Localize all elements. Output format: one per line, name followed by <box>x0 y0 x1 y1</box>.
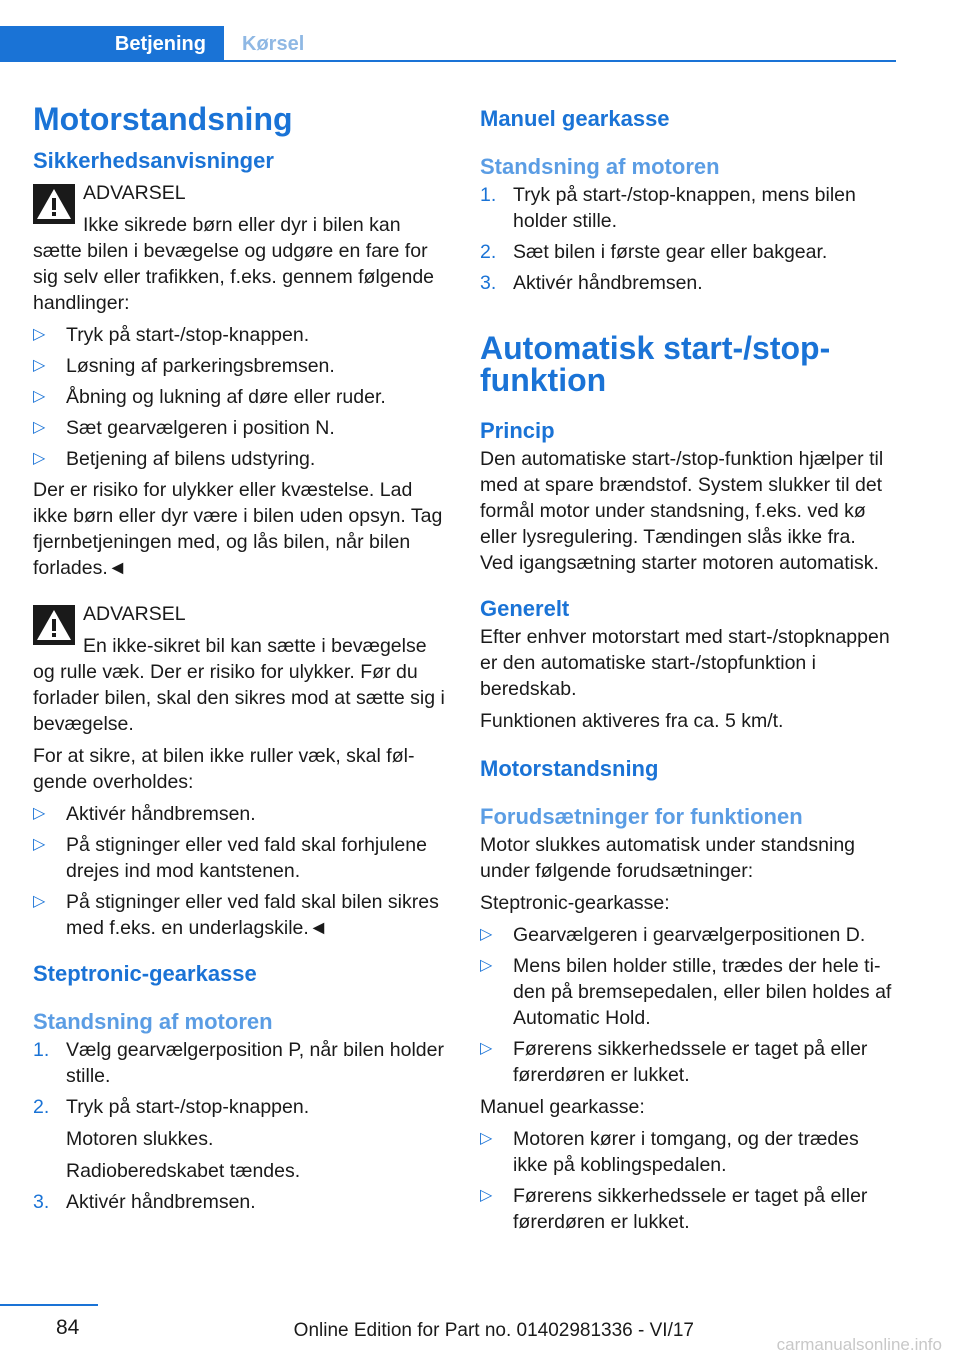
triangle-bullet-icon: ▷ <box>33 326 46 343</box>
triangle-bullet-icon: ▷ <box>33 357 46 374</box>
list-item: ▷ Åbning og lukning af døre eller ruder. <box>33 386 386 408</box>
triangle-bullet-icon: ▷ <box>480 1130 493 1147</box>
manual-conditions-list <box>480 1126 894 1235</box>
principle-text: Den automatiske start-/stop-funktion hjælper til med at spare brændstof. System slukker til det formål motor under standsning, f.eks. ved kø eller lysregulering. Tændingen slås ikke fra. Ved igangsætning starter motoren automatisk. <box>480 448 884 574</box>
steptronic-heading: Steptronic-gearkasse <box>33 961 257 986</box>
safety-heading: Sikkerhedsanvisninger <box>33 148 274 173</box>
warning-actions-list <box>33 322 447 472</box>
triangle-bullet-icon: ▷ <box>33 893 46 910</box>
warning-conclusion: Der er risiko for ulykker eller kvæstelse. Lad ikke børn eller dyr være i bilen uden opsyn. Tag fjernbetjeningen med, og lås bilen, når bilen forlades.◄ <box>33 479 443 579</box>
list-item: ▷ På stigninger eller ved fald skal bilen sikres med f.eks. en underlagskile.◄ <box>33 891 439 939</box>
tab-betjening[interactable]: Betjening <box>0 26 224 62</box>
warning-text: En ikke-sikret bil kan sætte i bevægelse og rulle væk. Der er risiko for ulykker. Før du forlader bilen, skal den sikres mod at sætte sig i bevægelse. <box>33 635 445 735</box>
triangle-bullet-icon: ▷ <box>33 388 46 405</box>
warning-triangle-icon <box>33 184 75 224</box>
list-item: 1. Vælg gearvælgerposition P, når bilen holder stille. <box>33 1039 444 1087</box>
list-item: ▷ Gearvælgeren i gearvælgerpositionen D. <box>480 924 866 946</box>
triangle-bullet-icon: ▷ <box>33 805 46 822</box>
list-item: ▷ Førerens sikkerhedssele er taget på eller førerdøren er lukket. <box>480 1185 868 1233</box>
principle-heading: Princip <box>480 418 555 443</box>
warning-title: ADVARSEL <box>83 603 186 625</box>
list-item: ▷ Mens bilen holder stille, trædes der hele tiden på bremsepedalen, eller bilen holdes af Automatic Hold. <box>480 955 892 1029</box>
stop-engine-heading: Standsning af motoren <box>480 154 720 179</box>
list-item: ▷ På stigninger eller ved fald skal forhjulene drejes ind mod kantstenen. <box>33 834 427 882</box>
conditions-heading: Forudsætninger for funktionen <box>480 804 803 829</box>
manual-steps <box>480 182 894 296</box>
list-item: 3. Aktivér håndbremsen. <box>33 1191 256 1213</box>
left-column <box>33 96 447 1215</box>
step-note: Radioberedskabet tændes. <box>66 1160 301 1182</box>
triangle-bullet-icon: ▷ <box>480 1187 493 1204</box>
warning-text: Ikke sikrede børn eller dyr i bilen kan sætte bilen i bevægelse og udgøre en fare for sig selv eller trafikken, f.eks. gennem følgende handlinger: <box>33 214 435 314</box>
steptronic-label: Steptronic-gearkasse: <box>480 892 670 914</box>
general-text: Efter enhver motorstart med start-/stopknappen er den automatiske start-/stopfunktion i beredskab. <box>480 626 890 700</box>
list-item: 2. Sæt bilen i første gear eller bakgear. <box>480 241 828 263</box>
list-item: ▷ Løsning af parkeringsbremsen. <box>33 355 335 377</box>
warning-triangle-icon <box>33 605 75 645</box>
secure-list <box>33 801 447 941</box>
triangle-bullet-icon: ▷ <box>33 450 46 467</box>
tab-korsel[interactable]: Kørsel <box>242 32 305 55</box>
warning-block-1 <box>33 180 447 316</box>
page-number: 84 <box>56 1316 80 1339</box>
auto-start-stop-heading: Automatisk start-/stop-funktion <box>480 330 831 398</box>
page-title: Motorstandsning <box>33 101 293 137</box>
manual-gearbox-heading: Manuel gearkasse <box>480 106 670 131</box>
list-item: 3. Aktivér håndbremsen. <box>480 272 703 294</box>
header-rule <box>224 60 896 62</box>
list-item: ▷ Aktivér håndbremsen. <box>33 803 256 825</box>
warning-block-2 <box>33 601 447 737</box>
top-navigation <box>0 0 960 62</box>
list-item: ▷ Betjening af bilens udstyring. <box>33 448 316 470</box>
steptronic-conditions-list <box>480 922 894 1088</box>
warning-title: ADVARSEL <box>83 182 186 204</box>
step-note: Motoren slukkes. <box>66 1128 214 1150</box>
triangle-bullet-icon: ▷ <box>33 419 46 436</box>
manual-label: Manuel gearkasse: <box>480 1096 645 1118</box>
general-heading: Generelt <box>480 596 570 621</box>
right-column <box>480 104 894 1235</box>
stop-engine-heading: Standsning af motoren <box>33 1009 273 1034</box>
steptronic-steps <box>33 1037 447 1215</box>
conditions-text: Motor slukkes automatisk under standsning under følgende forudsætninger: <box>480 834 856 882</box>
triangle-bullet-icon: ▷ <box>480 957 493 974</box>
secure-intro: For at sikre, at bilen ikke ruller væk, skal følgende overholdes: <box>33 745 415 793</box>
edition-footer: Online Edition for Part no. 01402981336 - VI/17 <box>293 1320 694 1341</box>
list-item: ▷ Motoren kører i tomgang, og der trædes ikke på koblingspedalen. <box>480 1128 859 1176</box>
triangle-bullet-icon: ▷ <box>480 1040 493 1057</box>
general-text-2: Funktionen aktiveres fra ca. 5 km/t. <box>480 710 784 732</box>
list-item: ▷ Sæt gearvælgeren i position N. <box>33 417 335 439</box>
list-item: ▷ Tryk på start-/stop-knappen. <box>33 324 310 346</box>
list-item: 2. Tryk på start-/stop-knappen. Motoren slukkes. Radioberedskabet tændes. <box>33 1094 447 1184</box>
footer-rule <box>0 1304 98 1306</box>
watermark: carmanualsonline.info <box>776 1335 942 1354</box>
engine-stop-heading: Motorstandsning <box>480 756 659 781</box>
list-item: ▷ Førerens sikkerhedssele er taget på eller førerdøren er lukket. <box>480 1038 868 1086</box>
triangle-bullet-icon: ▷ <box>480 926 493 943</box>
list-item: 1. Tryk på start-/stop-knappen, mens bilen holder stille. <box>480 184 856 232</box>
triangle-bullet-icon: ▷ <box>33 836 46 853</box>
